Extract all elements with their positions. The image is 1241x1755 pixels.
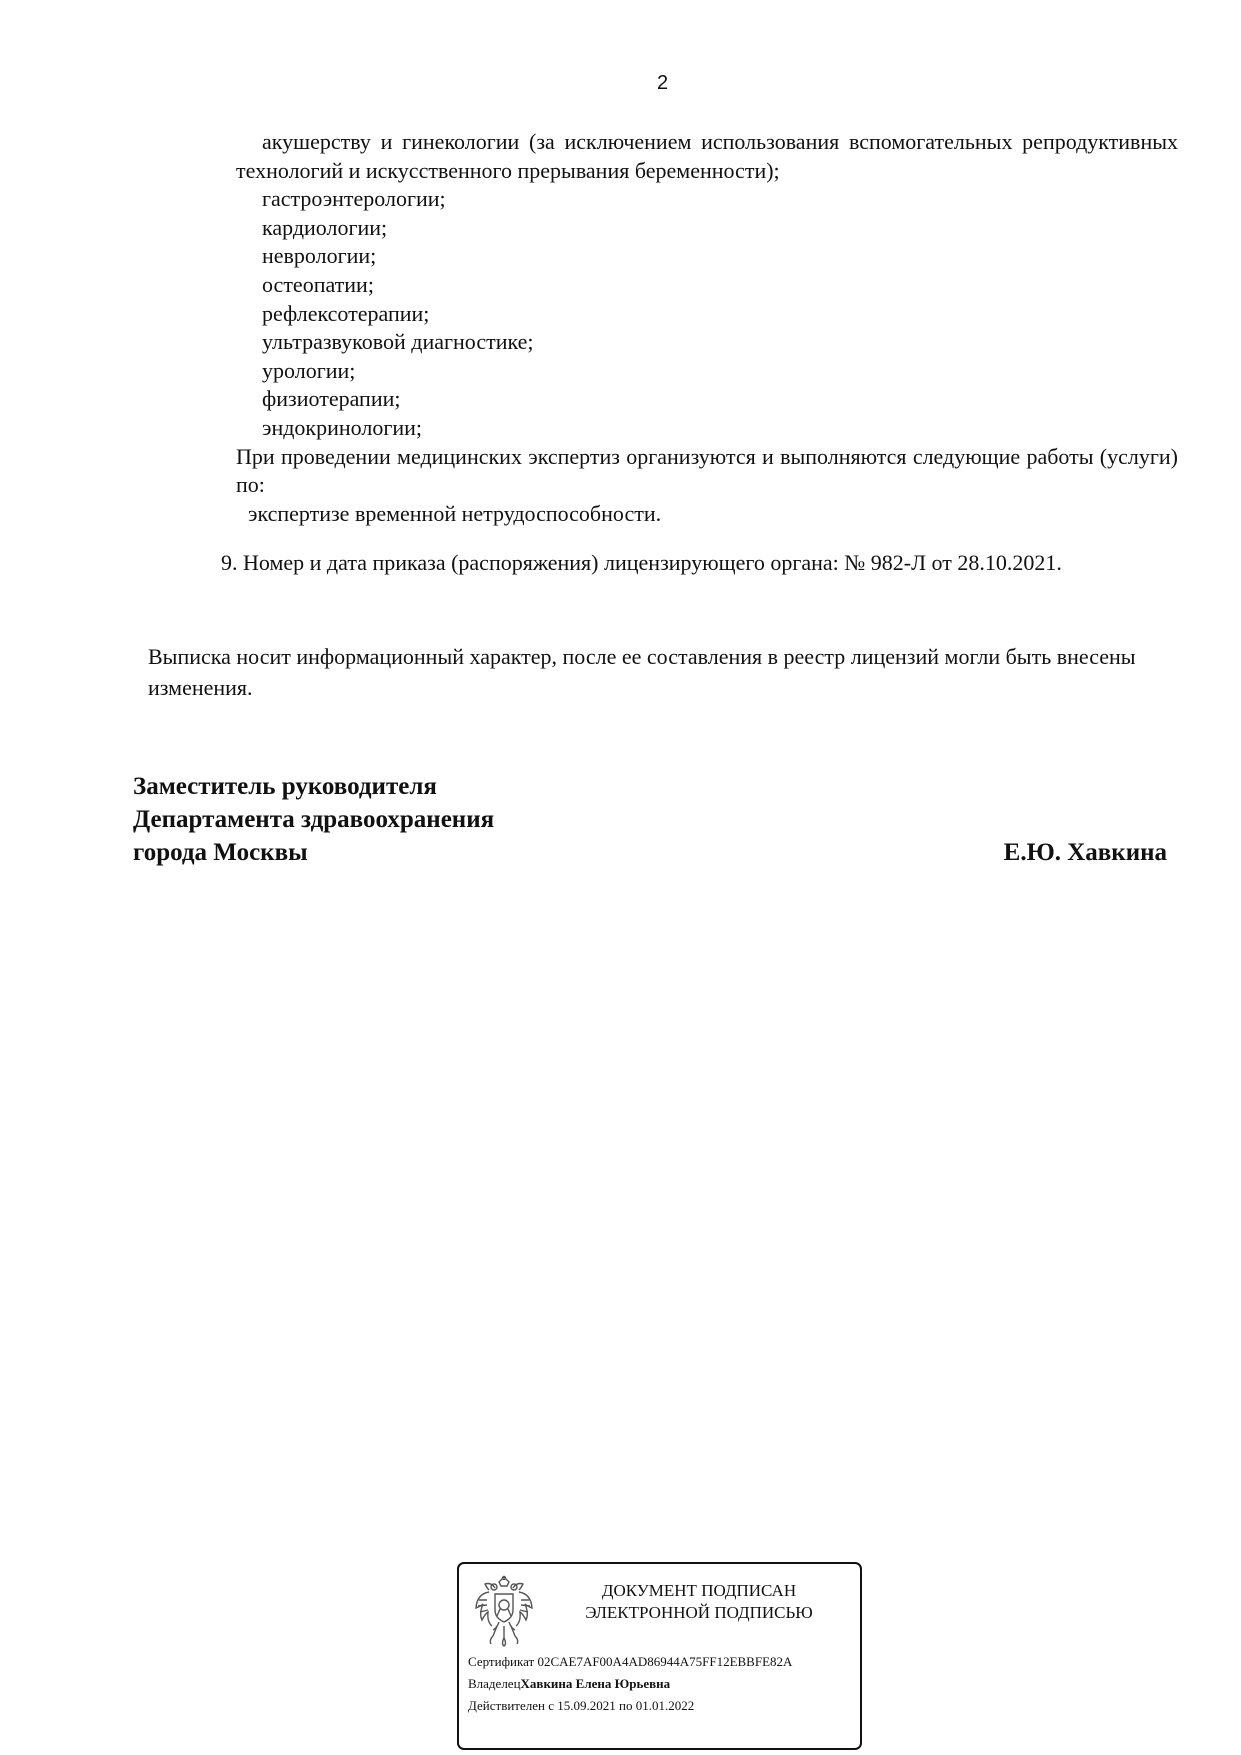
signer-name: Е.Ю. Хавкина — [1003, 839, 1167, 866]
certificate-label: Сертификат — [468, 1654, 535, 1669]
list-item: гастроэнтерологии; — [262, 186, 446, 212]
signer-title-line: города Москвы — [133, 839, 308, 866]
coat-of-arms-emblem-icon — [473, 1574, 535, 1648]
signer-title — [133, 770, 494, 869]
certificate-value: 02CAE7AF00A4AD86944A75FF12EBBFE82A — [537, 1654, 793, 1669]
owner-value: Хавкина Елена Юрьевна — [520, 1676, 671, 1691]
stamp-validity-line: Действителен с 15.09.2021 по 01.01.2022 — [468, 1698, 695, 1713]
stamp-certificate-line — [468, 1651, 862, 1673]
expertise-paragraph: При проведении медицинских экспертиз организуются и выполняются следующие работы (услуги) по: — [236, 443, 1178, 498]
signer-title-line: Департамента здравоохранения — [133, 806, 495, 833]
intro-line: акушерству и гинекологии (за исключением использования вспомогательных репродуктивных технологий и искусственного прерывания беременности); — [236, 129, 1178, 183]
list-item: рефлексотерапии; — [262, 300, 430, 326]
list-item: ультразвуковой диагностике; — [262, 329, 534, 355]
stamp-details — [468, 1651, 862, 1717]
stamp-title-line: ЭЛЕКТРОННОЙ ПОДПИСЬЮ — [585, 1603, 813, 1622]
list-item: урологии; — [262, 357, 356, 383]
info-note: Выписка носит информационный характер, после ее составления в реестр лицензий могли быть внесены изменения. — [148, 644, 1136, 700]
stamp-owner-line — [468, 1673, 862, 1695]
list-item: неврологии; — [262, 243, 377, 269]
expertise-item: экспертизе временной нетрудоспособности. — [248, 500, 662, 526]
list-item: остеопатии; — [262, 271, 374, 297]
stamp-title-line: ДОКУМЕНТ ПОДПИСАН — [601, 1581, 797, 1600]
list-item: физиотерапии; — [262, 386, 401, 412]
license-works-list — [236, 128, 1178, 528]
list-item: эндокринологии; — [262, 414, 423, 440]
electronic-signature-stamp — [457, 1562, 862, 1750]
page-number: 2 — [656, 72, 669, 94]
owner-label: Владелец — [468, 1676, 521, 1691]
signer-title-line: Заместитель руководителя — [133, 773, 437, 800]
order-number-item: 9. Номер и дата приказа (распоряжения) лицензирующего органа: № 982-Л от 28.10.2021. — [221, 550, 1062, 575]
stamp-title — [549, 1580, 849, 1624]
list-item: кардиологии; — [262, 214, 388, 240]
